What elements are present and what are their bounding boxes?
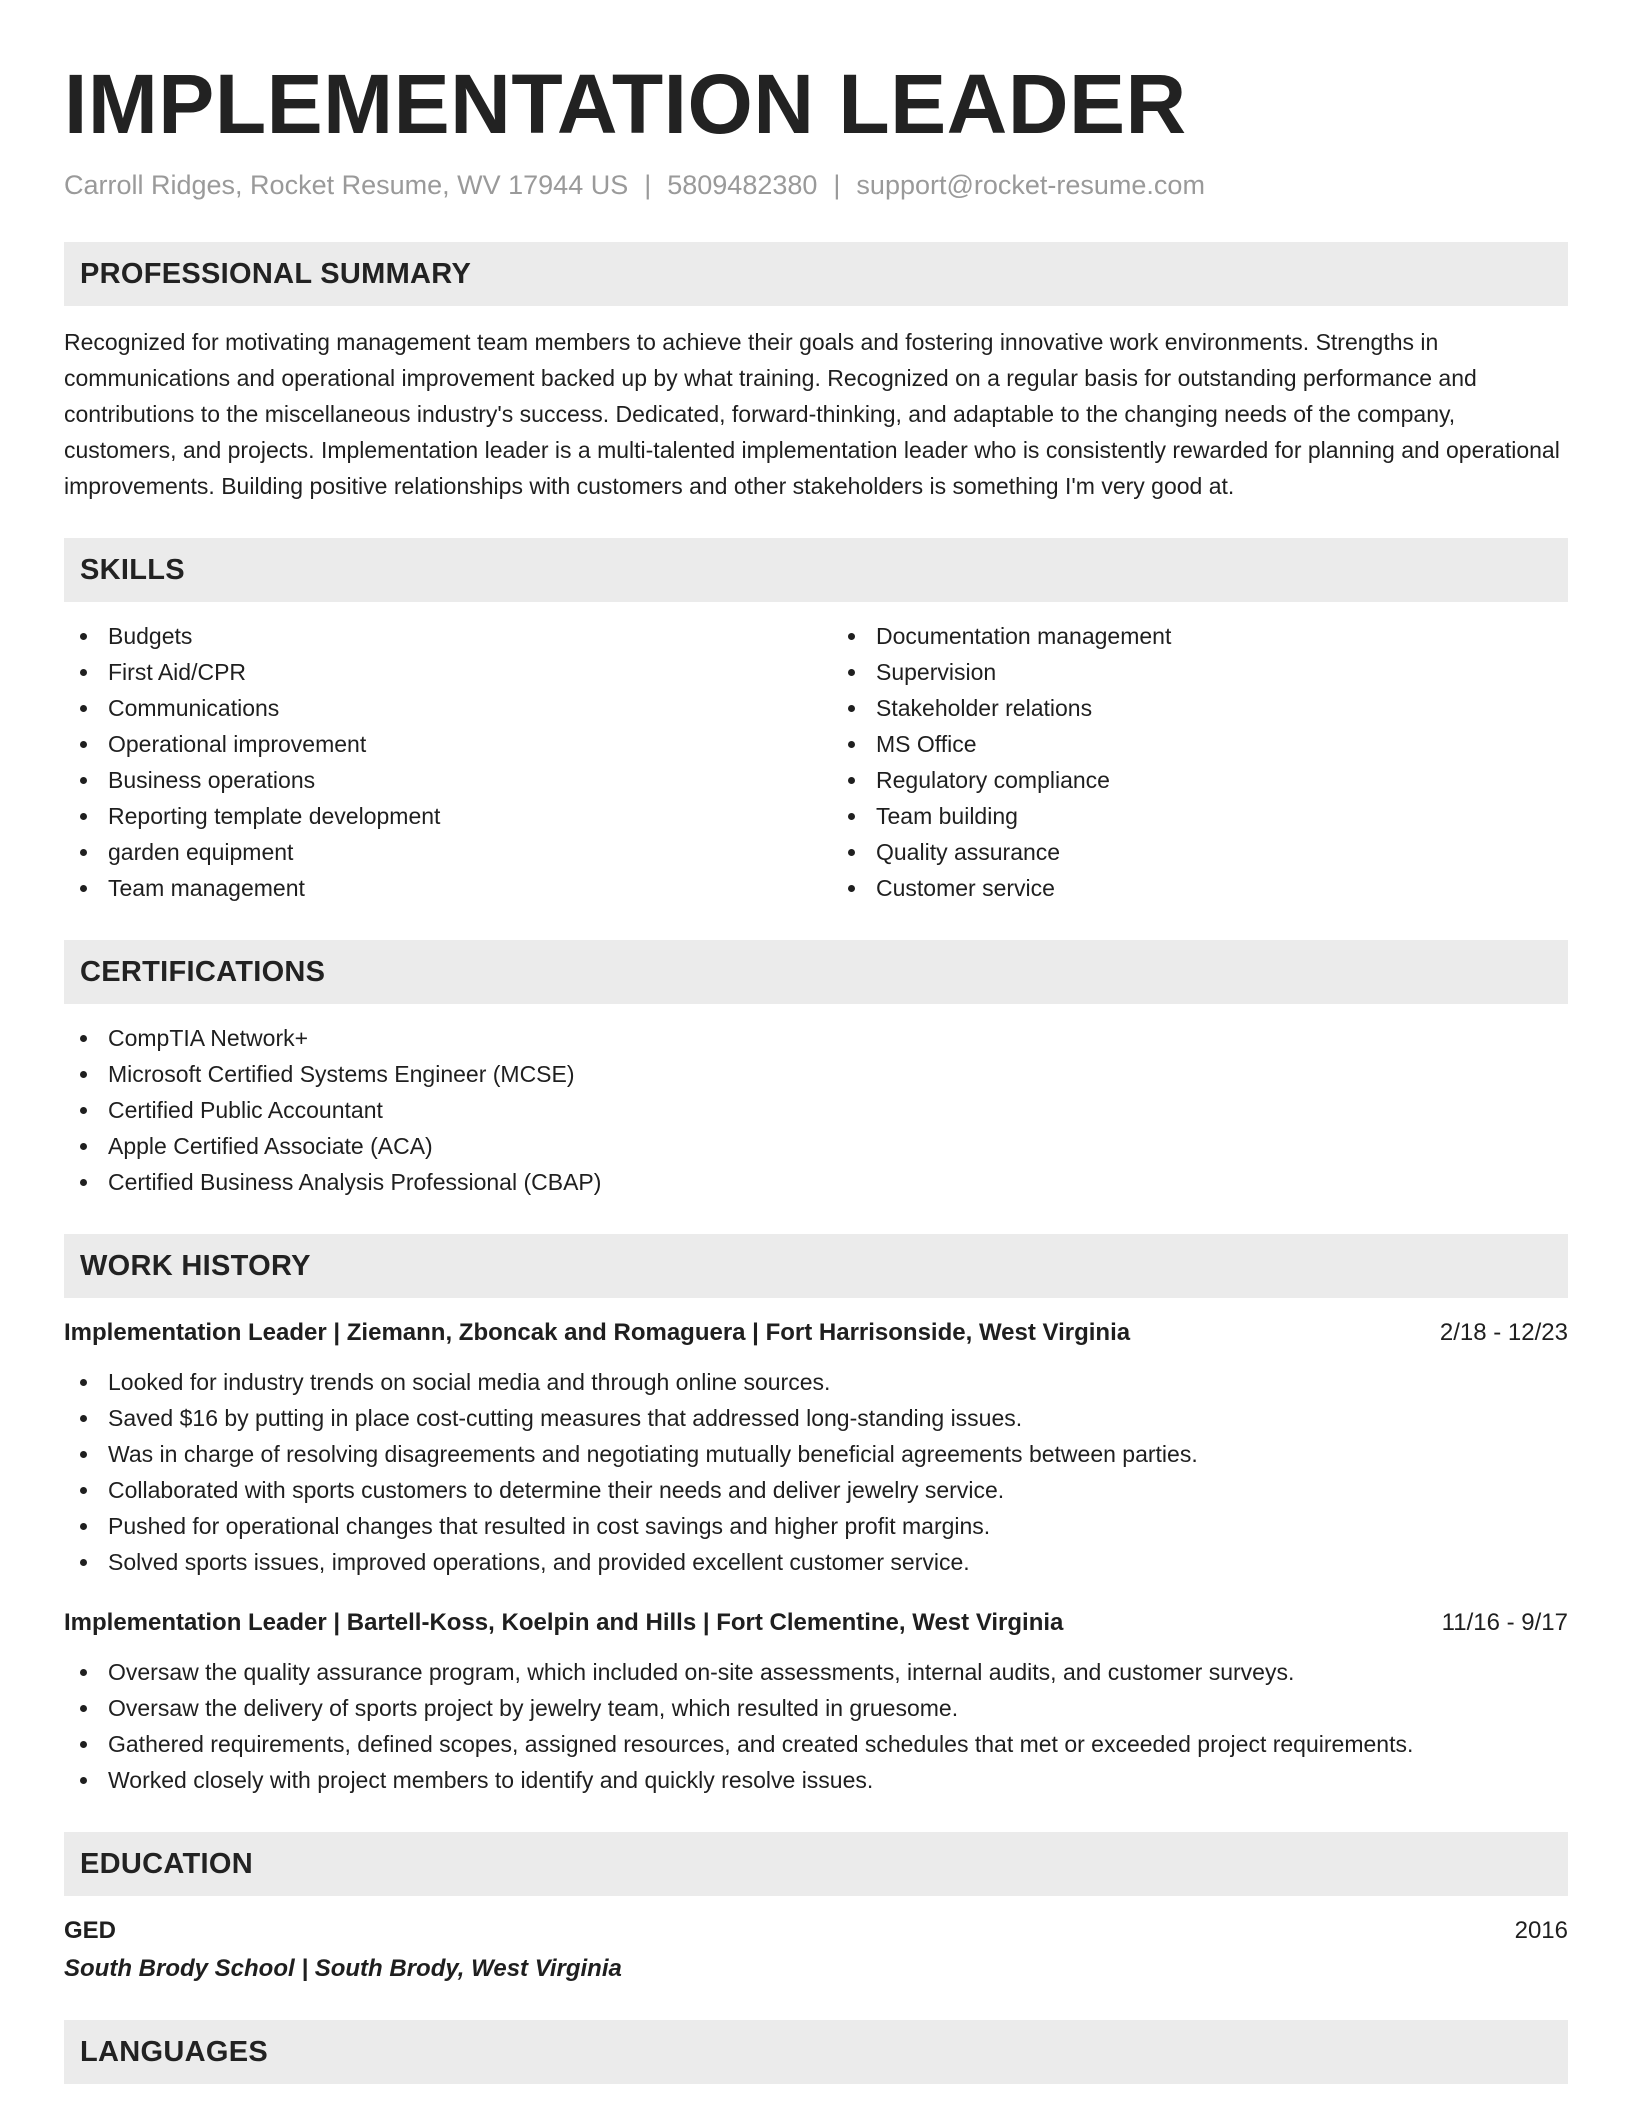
contact-email: support@rocket-resume.com — [856, 170, 1205, 200]
job-bullet: Collaborated with sports customers to determine their needs and deliver jewelry service. — [64, 1472, 1568, 1508]
job-entry — [64, 1316, 1568, 1580]
summary-section-header — [64, 242, 1568, 306]
job-heading: Implementation Leader | Ziemann, Zboncak and Romaguera | Fort Harrisonside, West Virginia — [64, 1319, 1131, 1346]
job-bullet: Pushed for operational changes that resulted in cost savings and higher profit margins. — [64, 1508, 1568, 1544]
education-school: South Brody School | South Brody, West Virginia — [64, 1955, 622, 1982]
education-section-header — [64, 1832, 1568, 1896]
skill-item: Stakeholder relations — [832, 690, 1568, 726]
skill-item: Documentation management — [832, 618, 1568, 654]
languages-section-header — [64, 2020, 1568, 2084]
job-bullet: Worked closely with project members to identify and quickly resolve issues. — [64, 1762, 1568, 1798]
contact-line — [64, 168, 1568, 202]
skills-column-left — [64, 618, 816, 906]
skills-column-right — [832, 618, 1568, 906]
skills-list — [64, 618, 1568, 906]
skills-section-header — [64, 538, 1568, 602]
skill-item: Team management — [64, 870, 816, 906]
education-heading-row — [64, 1914, 1568, 1948]
job-bullet: Oversaw the delivery of sports project by jewelry team, which resulted in gruesome. — [64, 1690, 1568, 1726]
job-bullet: Looked for industry trends on social media and through online sources. — [64, 1364, 1568, 1400]
education-entry — [64, 1914, 1568, 1986]
job-heading-row — [64, 1606, 1568, 1640]
skill-item: Regulatory compliance — [832, 762, 1568, 798]
skill-item: Quality assurance — [832, 834, 1568, 870]
job-bullet: Was in charge of resolving disagreements and negotiating mutually beneficial agreements between parties. — [64, 1436, 1568, 1472]
certification-item: Certified Business Analysis Professional (CBAP) — [64, 1164, 1568, 1200]
certification-item: Certified Public Accountant — [64, 1092, 1568, 1128]
skill-item: Team building — [832, 798, 1568, 834]
education-title: EDUCATION — [80, 1847, 253, 1880]
skill-item: Reporting template development — [64, 798, 816, 834]
job-dates: 2/18 - 12/23 — [1439, 1319, 1568, 1346]
job-bullets — [64, 1364, 1568, 1580]
education-year: 2016 — [1514, 1917, 1568, 1944]
contact-address: Carroll Ridges, Rocket Resume, WV 17944 US — [64, 170, 629, 200]
certifications-section-header — [64, 940, 1568, 1004]
certification-item: Apple Certified Associate (ACA) — [64, 1128, 1568, 1164]
skill-item: MS Office — [832, 726, 1568, 762]
certification-item: CompTIA Network+ — [64, 1020, 1568, 1056]
job-bullet: Gathered requirements, defined scopes, assigned resources, and created schedules that met or exceeded project requirements. — [64, 1726, 1568, 1762]
work-section-header — [64, 1234, 1568, 1298]
job-heading: Implementation Leader | Bartell-Koss, Koelpin and Hills | Fort Clementine, West Virginia — [64, 1609, 1064, 1636]
skill-item: Customer service — [832, 870, 1568, 906]
resume-name: IMPLEMENTATION LEADER — [64, 57, 1187, 151]
job-bullet: Oversaw the quality assurance program, which included on-site assessments, internal audits, and customer surveys. — [64, 1654, 1568, 1690]
job-dates: 11/16 - 9/17 — [1441, 1609, 1568, 1636]
summary-title: PROFESSIONAL SUMMARY — [80, 257, 472, 290]
skill-item: Budgets — [64, 618, 816, 654]
skill-item: garden equipment — [64, 834, 816, 870]
summary-text: Recognized for motivating management team members to achieve their goals and fostering innovative work environments. Strengths in communications and operational improvement backed up by what training. Recognized on a regular basis for outstanding performance and contributions to the miscellaneous industry's success. Dedicated, forward-thinking, and adaptable to the changing needs of the company, customers, and projects. Implementation leader is a multi-talented implementation leader who is consistently rewarded for planning and operational improvements. Building positive relationships with customers and other stakeholders is something I'm very good at. — [64, 329, 1560, 499]
certifications-title: CERTIFICATIONS — [80, 955, 326, 988]
education-degree: GED — [64, 1917, 117, 1944]
languages-title: LANGUAGES — [80, 2035, 268, 2068]
skill-item: Communications — [64, 690, 816, 726]
certification-item: Microsoft Certified Systems Engineer (MCSE) — [64, 1056, 1568, 1092]
skill-item: Supervision — [832, 654, 1568, 690]
certifications-list — [64, 1020, 1568, 1200]
job-heading-row — [64, 1316, 1568, 1350]
job-entry — [64, 1606, 1568, 1798]
work-title: WORK HISTORY — [80, 1249, 311, 1282]
skill-item: Operational improvement — [64, 726, 816, 762]
skill-item: Business operations — [64, 762, 816, 798]
contact-phone: 5809482380 — [667, 170, 818, 200]
job-bullet: Saved $16 by putting in place cost-cutting measures that addressed long-standing issues. — [64, 1400, 1568, 1436]
contact-separator: | — [644, 170, 652, 200]
contact-separator: | — [833, 170, 841, 200]
skill-item: First Aid/CPR — [64, 654, 816, 690]
job-bullet: Solved sports issues, improved operations, and provided excellent customer service. — [64, 1544, 1568, 1580]
job-bullets — [64, 1654, 1568, 1798]
skills-title: SKILLS — [80, 553, 185, 586]
